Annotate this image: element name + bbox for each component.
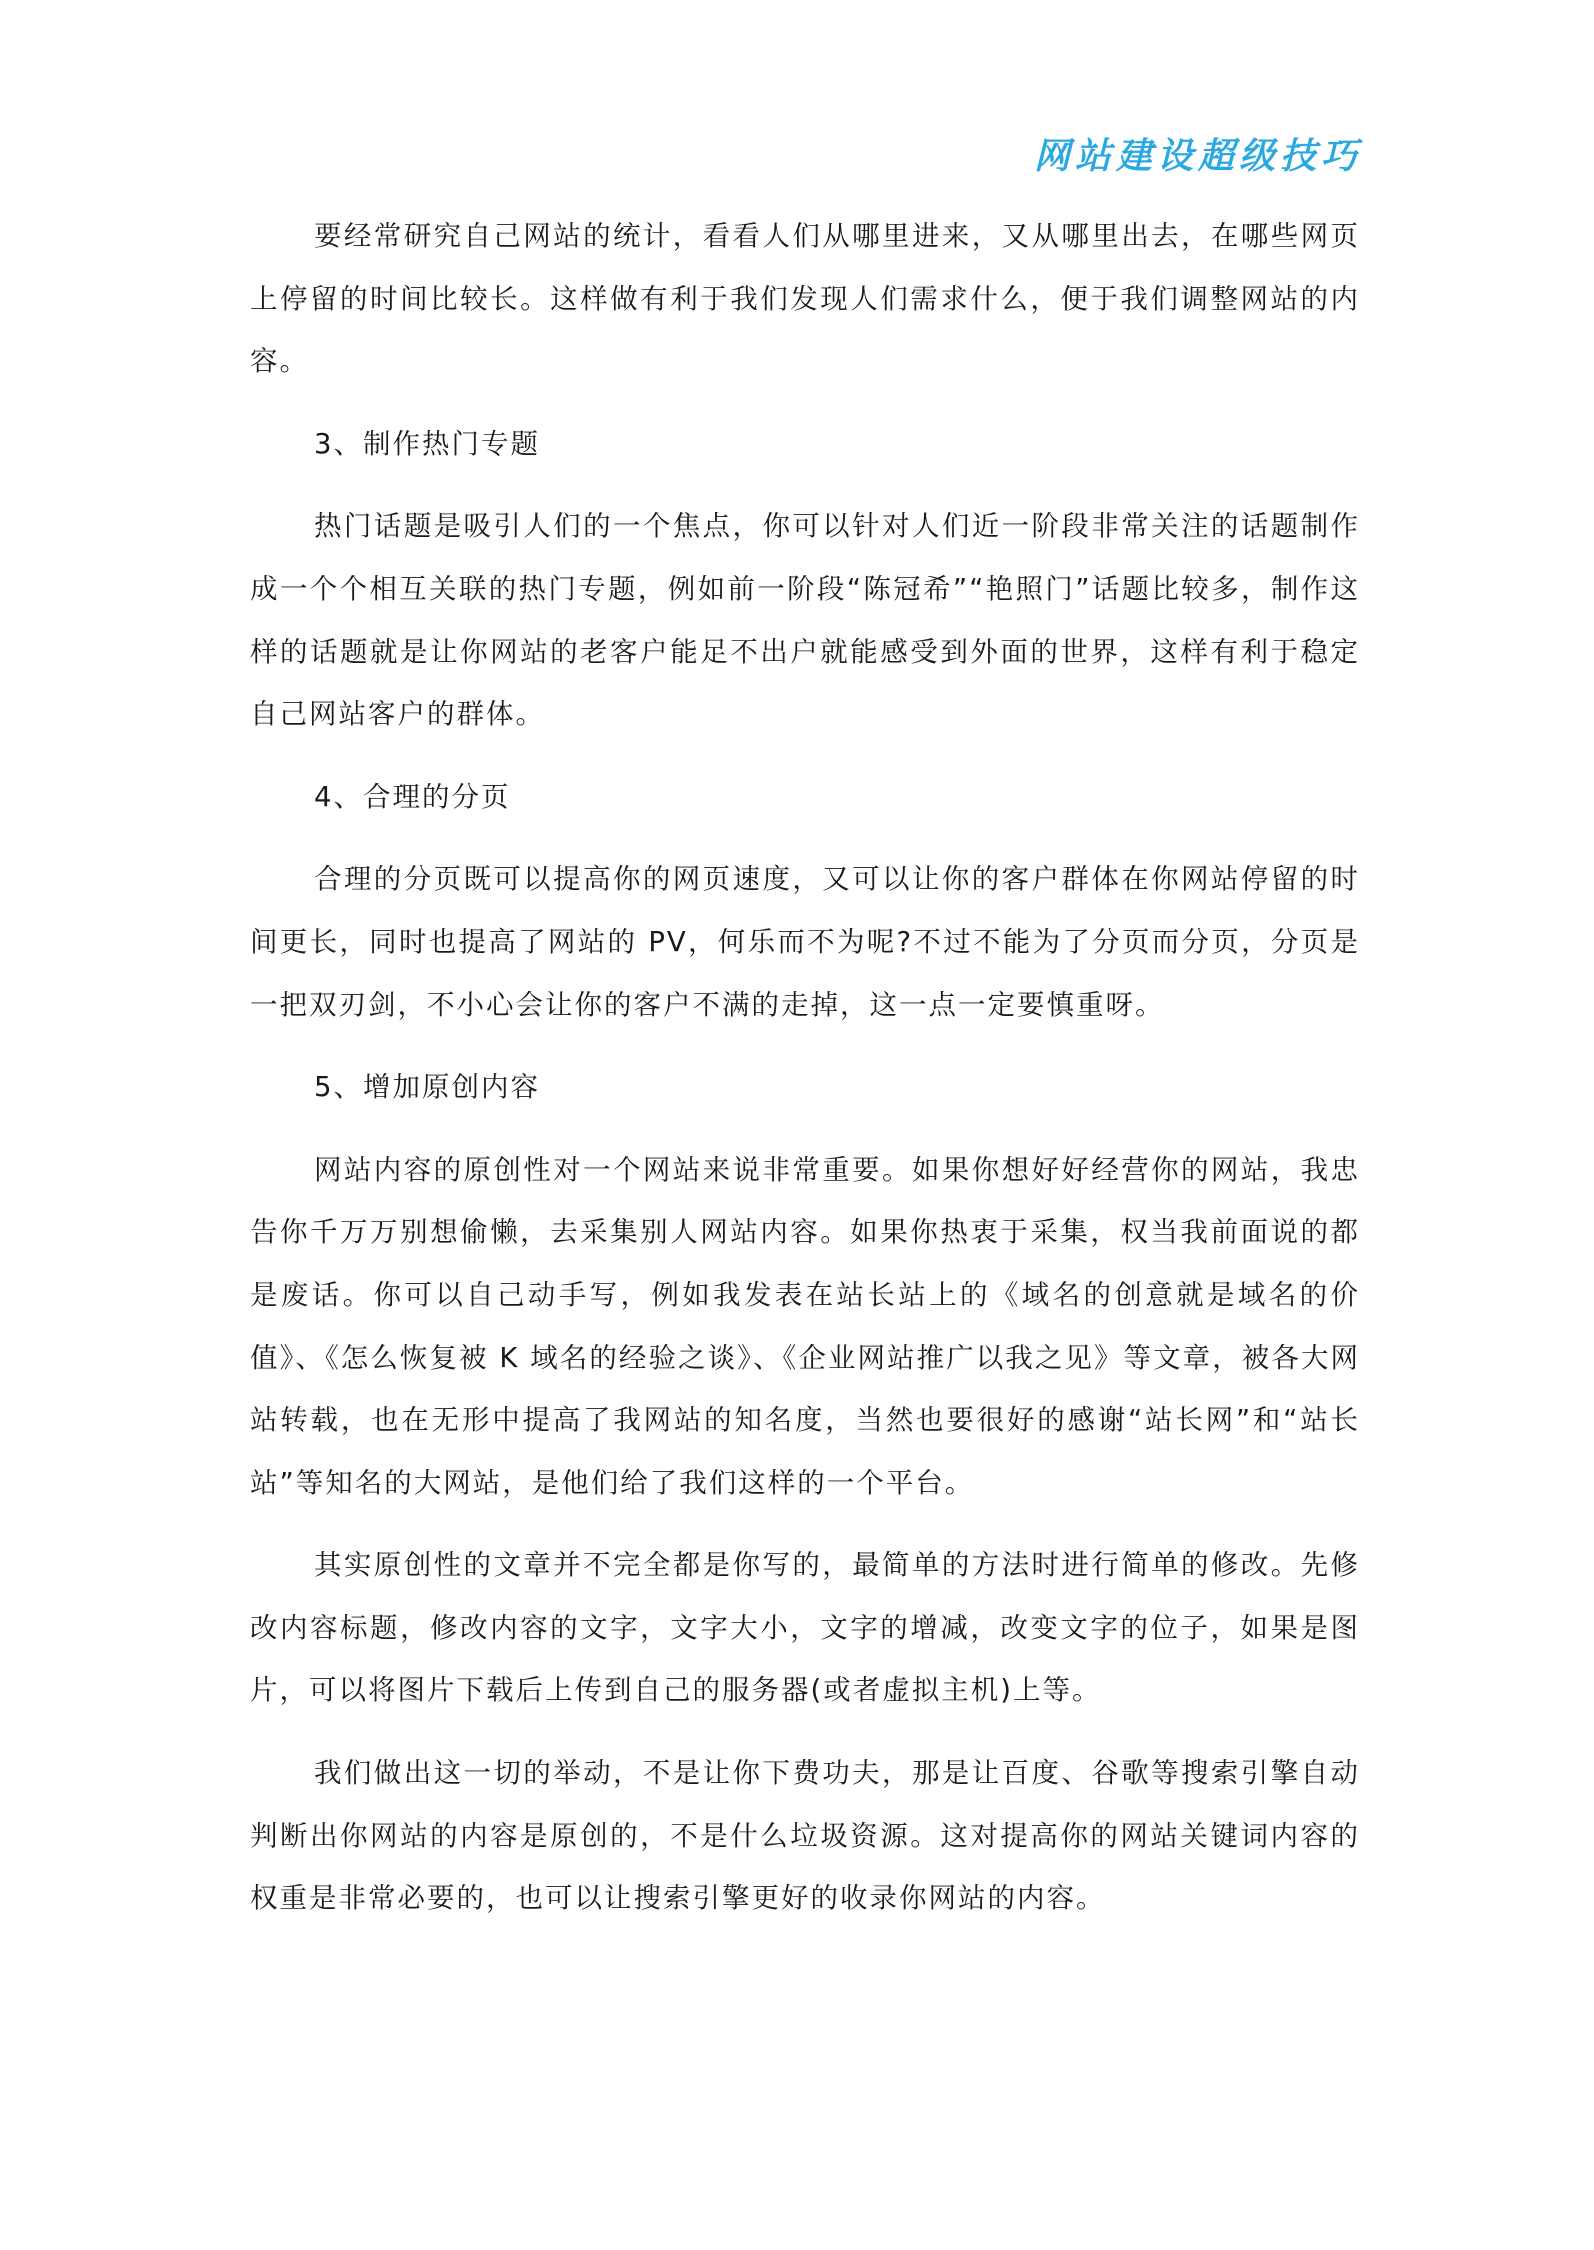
section-heading-original-content: 5、增加原创内容: [314, 1071, 540, 1104]
paragraph-pagination: 合理的分页既可以提高你的网页速度，又可以让你的客户群体在你网站停留的时间更长，同时也提高了网站的 PV，何乐而不为呢?不过不能为了分页而分页，分页是一把双刃剑，不小心会让你的客户不满的走掉，这一点一定要慎重呀。: [250, 863, 1360, 1021]
paragraph-search-engine: 我们做出这一切的举动，不是让你下费功夫，那是让百度、谷歌等搜索引擎自动判断出你网站的内容是原创的，不是什么垃圾资源。这对提高你的网站关键词内容的权重是非常必要的，也可以让搜索引擎更好的收录你网站的内容。: [250, 1757, 1360, 1915]
section-heading-hot-topics: 3、制作热门专题: [314, 427, 540, 460]
document-header-title: 网站建设超级技巧: [1033, 135, 1362, 177]
section-heading-pagination: 4、合理的分页: [314, 780, 511, 813]
paragraph-hot-topics: 热门话题是吸引人们的一个焦点，你可以针对人们近一阶段非常关注的话题制作成一个个相互关联的热门专题，例如前一阶段“陈冠希”“艳照门”话题比较多，制作这样的话题就是让你网站的老客户能足不出户就能感受到外面的世界，这样有利于稳定自己网站客户的群体。: [250, 510, 1360, 731]
paragraph-site-statistics: 要经常研究自己网站的统计，看看人们从哪里进来，又从哪里出去，在哪些网页上停留的时间比较长。这样做有利于我们发现人们需求什么，便于我们调整网站的内容。: [250, 220, 1360, 378]
document-body: [250, 205, 1360, 1950]
paragraph-original-content: 网站内容的原创性对一个网站来说非常重要。如果你想好好经营你的网站，我忠告你千万万别想偷懒，去采集别人网站内容。如果你热衷于采集，权当我前面说的都是废话。你可以自己动手写，例如我发表在站长站上的《域名的创意就是域名的价值》、《怎么恢复被 K 域名的经验之谈》、《企业网站推广以我之见》等文章，被各大网站转载，也在无形中提高了我网站的知名度，当然也要很好的感谢“站长网”和“站长站”等知名的大网站，是他们给了我们这样的一个平台。: [250, 1153, 1360, 1499]
paragraph-modify-content: 其实原创性的文章并不完全都是你写的，最简单的方法时进行简单的修改。先修改内容标题，修改内容的文字，文字大小，文字的增减，改变文字的位子，如果是图片，可以将图片下载后上传到自己的服务器(或者虚拟主机)上等。: [250, 1549, 1360, 1707]
